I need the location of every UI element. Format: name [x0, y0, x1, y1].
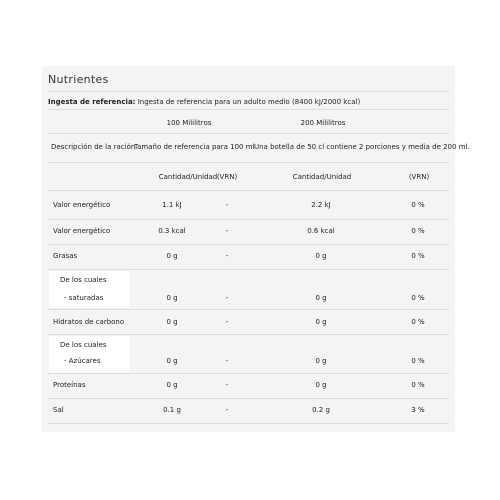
row-divider [48, 269, 449, 270]
reference-divider [48, 109, 449, 110]
amount-200: 0 g [315, 381, 327, 389]
vrn-100: - [225, 357, 229, 365]
amount-200: 2.2 kJ [311, 201, 331, 209]
amount-100: 0 g [166, 294, 178, 302]
title-divider [48, 91, 449, 92]
reference-text: Ingesta de referencia para un adulto medio (8400 kJ/2000 kcal) [137, 98, 361, 106]
portion-description-200: Una botella de 50 cl contiene 2 porciones y media de 200 ml. [254, 143, 470, 151]
amount-100: 0 g [166, 357, 178, 365]
vrn-100: - [225, 227, 229, 235]
row-divider [48, 373, 449, 374]
amount-200: 0 g [315, 357, 327, 365]
nutrient-name: Hidratos de carbono [53, 318, 125, 326]
vrn-200: 0 % [411, 227, 425, 235]
vrn-200: 0 % [411, 318, 425, 326]
nutrient-name: Valor energético [53, 227, 111, 235]
portion-description-100: Tamaño de referencia para 100 ml [134, 143, 255, 151]
vrn-200: 0 % [411, 357, 425, 365]
vrn-100: - [225, 294, 229, 302]
panel-title: Nutrientes [48, 73, 109, 86]
amount-200: 0 g [315, 294, 327, 302]
description-divider [48, 162, 449, 163]
row-divider [48, 309, 449, 310]
vrn-200: 0 % [411, 381, 425, 389]
row-divider [48, 423, 449, 424]
amount-200: 0.6 kcal [307, 227, 335, 235]
portion-header-200: 200 Mililitros [300, 119, 346, 127]
subgroup-label: De los cuales [60, 276, 107, 284]
amount-100: 1.1 kJ [162, 201, 182, 209]
amount-100: 0 g [166, 318, 178, 326]
vrn-100: - [225, 381, 229, 389]
amount-200: 0.2 g [312, 406, 330, 414]
nutrient-name: - saturadas [64, 294, 104, 302]
column-amount-100: Cantidad/Unidad [158, 173, 218, 181]
portion-header-divider [48, 133, 449, 134]
row-divider [48, 334, 449, 335]
columns-divider [48, 190, 449, 191]
amount-100: 0.3 kcal [158, 227, 186, 235]
column-vrn-100: (VRN) [216, 173, 238, 181]
column-vrn-200: (VRN) [408, 173, 430, 181]
vrn-100: - [225, 201, 229, 209]
amount-100: 0 g [166, 252, 178, 260]
nutrient-name: Valor energético [53, 201, 111, 209]
nutrient-name: Sal [53, 406, 64, 414]
amount-200: 0 g [315, 252, 327, 260]
row-divider [48, 398, 449, 399]
vrn-200: 3 % [411, 406, 425, 414]
amount-200: 0 g [315, 318, 327, 326]
column-amount-200: Cantidad/Unidad [292, 173, 352, 181]
portion-header-100: 100 Mililitros [166, 119, 212, 127]
reference-label: Ingesta de referencia: [48, 98, 136, 106]
vrn-100: - [225, 318, 229, 326]
portion-description-label: Descripción de la ración [51, 143, 136, 151]
row-divider [48, 244, 449, 245]
nutrient-name: - Azúcares [64, 357, 101, 365]
nutrition-panel [42, 66, 470, 432]
vrn-100: - [225, 406, 229, 414]
reference-row [48, 98, 360, 106]
subgroup-label: De los cuales [60, 341, 107, 349]
vrn-200: 0 % [411, 201, 425, 209]
nutrient-name: Proteínas [53, 381, 86, 389]
vrn-100: - [225, 252, 229, 260]
nutrient-name: Grasas [53, 252, 78, 260]
vrn-200: 0 % [411, 252, 425, 260]
amount-100: 0 g [166, 381, 178, 389]
row-divider [48, 219, 449, 220]
amount-100: 0.1 g [163, 406, 181, 414]
vrn-200: 0 % [411, 294, 425, 302]
